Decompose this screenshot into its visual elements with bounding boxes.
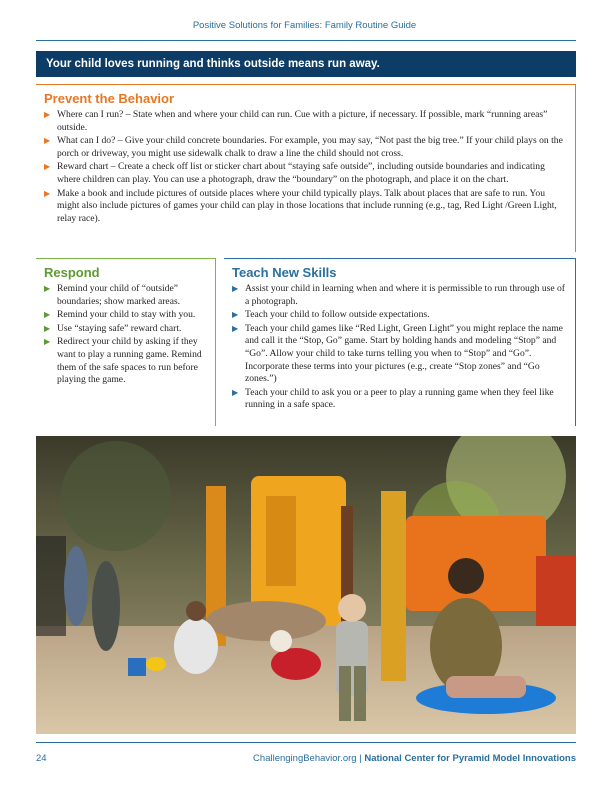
respond-list — [44, 283, 209, 387]
scenario-banner: Your child loves running and thinks outside means run away. — [36, 51, 576, 77]
triangle-right-icon: ▶ — [232, 323, 239, 333]
list-item — [44, 188, 569, 226]
list-item-text: What can I do? – Give your child concrete boundaries. For example, you may say, “Not past the big tree.” If your child plays on the porch or driveway, you might use sidewalk chalk to draw a line the child should not cross. — [57, 135, 563, 159]
teach-list — [232, 283, 571, 412]
prevent-title: Prevent the Behavior — [44, 91, 175, 106]
list-item-text: Teach your child games like “Red Light, Green Light” you might replace the name and call it the “Stop, Go” game. Start by holding hands and modeling “Stop” and “Go”. Allow your child to take turns telling you when to “Stop” and “Go”. Incorporate these terms into your pictures (e.g., create “Stop zones” and “Go zones.”) — [245, 322, 563, 385]
list-item — [232, 387, 571, 412]
respond-title: Respond — [44, 265, 100, 280]
list-item-text: Remind your child to stay with you. — [57, 309, 196, 321]
triangle-right-icon: ▶ — [44, 310, 51, 320]
prevent-list — [44, 109, 569, 225]
triangle-right-icon: ▶ — [232, 284, 239, 293]
triangle-right-icon: ▶ — [44, 337, 51, 347]
list-item-text: Redirect your child by asking if they want to play a running game. Remind them of the safe spaces to run before playing the game. — [57, 336, 202, 386]
triangle-right-icon: ▶ — [44, 110, 51, 119]
footer-credit — [253, 753, 576, 764]
list-item-text: Teach your child to ask you or a peer to play a running game when they feel like running in a safe space. — [245, 386, 554, 411]
list-item — [44, 135, 569, 160]
list-item-text: Use “staying safe” reward chart. — [57, 322, 182, 334]
triangle-right-icon: ▶ — [232, 310, 239, 320]
list-item-text: Remind your child of “outside” boundaries; show marked areas. — [57, 283, 181, 307]
list-item — [44, 309, 209, 322]
list-item — [44, 283, 209, 308]
list-item — [232, 323, 571, 386]
triangle-right-icon: ▶ — [232, 387, 239, 397]
footer-site: ChallengingBehavior.org — [253, 753, 357, 764]
triangle-right-icon: ▶ — [44, 284, 51, 293]
playground-photo — [36, 436, 576, 734]
footer-divider — [36, 742, 576, 743]
respond-section — [36, 258, 216, 426]
triangle-right-icon: ▶ — [44, 188, 51, 198]
list-item — [44, 109, 569, 134]
teach-section — [224, 258, 576, 426]
list-item — [44, 161, 569, 186]
list-item-text: Teach your child to follow outside expectations. — [245, 309, 430, 321]
triangle-right-icon: ▶ — [44, 136, 51, 146]
footer-separator: | — [359, 753, 362, 764]
list-item — [44, 323, 209, 336]
list-item-text: Make a book and include pictures of outside places where your child typically plays. Talk about places that are safe to run. You might also include pictures of games your child can play in those locations that include running (e.g., tag, Red Light /Green Light, relay race). — [57, 187, 557, 224]
footer-org: National Center for Pyramid Model Innovations — [364, 753, 576, 764]
triangle-right-icon: ▶ — [44, 323, 51, 333]
teach-title: Teach New Skills — [232, 265, 337, 280]
prevent-section — [36, 84, 576, 252]
page-number: 24 — [36, 753, 47, 764]
list-item — [44, 336, 209, 386]
list-item-text: Reward chart – Create a check off list or sticker chart about “staying safe outside”, including outside boundaries and indicating where children can play. You can use a photograph, draw the “boundary” on the photograph, and place it on the chart. — [57, 161, 545, 185]
list-item — [232, 309, 571, 322]
triangle-right-icon: ▶ — [44, 162, 51, 172]
list-item — [232, 283, 571, 308]
header-divider — [36, 40, 576, 41]
list-item-text: Where can I run? – State when and where your child can run. Cue with a picture, if necessary. If possible, mark “running areas” outside. — [57, 109, 548, 133]
list-item-text: Assist your child in learning when and where it is permissible to run through use of a photograph. — [245, 283, 566, 307]
header-title: Positive Solutions for Families: Family Routine Guide — [192, 20, 417, 31]
